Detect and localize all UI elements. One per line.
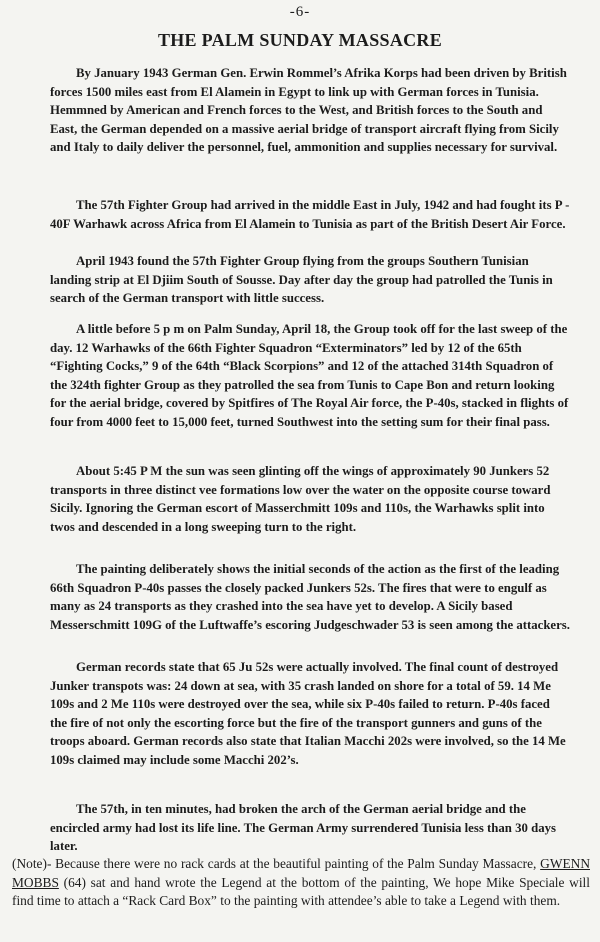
paragraph-7: German records state that 65 Ju 52s were actually involved. The final count of destroyed Junker transpots was: 24 down at sea, with 35 crash landed on shore for a total of 59. 14 Me 109s and 2 Me 110s were destroyed over the sea, while six P-40s failed to return. P-40s faced the fire of not only the escorting force but the fire of the transport gunners and guns of the troops aboard. German records also state that Italian Macchi 202s were involved, so the 14 Me 109s claimed may include some Macchi 202’s.	[50, 660, 566, 767]
article-title: THE PALM SUNDAY MASSACRE	[157, 30, 443, 50]
paragraph-5: About 5:45 P M the sun was seen glinting off the wings of approximately 90 Junkers 52 transports in three distinct vee formations low over the water on the opposite course toward Sicily. Ignoring the German escort of Masserchmitt 109s and 110s, the Warhawks split into twos and descended in a long sweeping turn to the right.	[50, 464, 551, 534]
note-prefix: (Note)- Because there were no rack cards at the beautiful painting of the Palm Sunday Massacre,	[12, 856, 541, 871]
paragraph-8: The 57th, in ten minutes, had broken the arch of the German aerial bridge and the encircled army had lost its life line. The German Army surrendered Tunisia less than 30 days later.	[50, 802, 556, 854]
paragraph-1: By January 1943 German Gen. Erwin Rommel’s Afrika Korps had been driven by British forces 1500 miles east from El Alamein in Egypt to link up with German forces in Tunisia. Hemmned by American and French forces to the West, and British forces to the South and East, the German depended on a massive aerial bridge of transport aircraft flying from Sicily and Italy to daily deliver the personnel, fuel, ammonition and supplies necessary for survival.	[50, 66, 567, 155]
paragraph-6: The painting deliberately shows the initial seconds of the action as the first of the leading 66th Squadron P-40s passes the closely packed Junkers 52s. The fires that were to engulf as many as 24 transports as they crashed into the sea have yet to develop. A Sicily based Messerschmitt 109G of the Luftwaffe’s escoring Judgeschwader 53 is seen among the attackers.	[50, 562, 570, 632]
paragraph-2: The 57th Fighter Group had arrived in the middle East in July, 1942 and had fought its P - 40F Warhawk across Africa from El Alamein to Tunisia as part of the British Desert Air Force.	[50, 198, 570, 231]
paragraph-3: April 1943 found the 57th Fighter Group flying from the groups Southern Tunisian landing strip at El Djiim South of Sousse. Day after day the group had patrolled the Tunis in search of the German transport with little success.	[50, 254, 553, 306]
paragraph-4: A little before 5 p m on Palm Sunday, April 18, the Group took off for the last sweep of the day. 12 Warhawks of the 66th Fighter Squadron “Exterminators” led by 12 of the 65th “Fighting Cocks,” 9 of the 64th “Black Scorpions” and 12 of the attached 314th Squadron of the 324th fighter Group as they patrolled the sea from Tunis to Cape Bon and return looking for the aerial bridge, covered by Spitfires of The Royal Air force, the P-40s, stacked in flights of four from 4000 feet to 15,000 feet, turned Southwest into the setting sum for their final pass.	[50, 322, 569, 429]
note-author-name: GWENN MOBBS	[12, 856, 590, 890]
page-number: -6-	[289, 4, 311, 20]
note-suffix: (64) sat and hand wrote the Legend at the bottom of the painting, We hope Mike Speciale will find time to attach a “Rack Card Box” to the painting with attendee’s able to take a Legend with them.	[12, 874, 590, 909]
note-paragraph	[12, 855, 590, 911]
